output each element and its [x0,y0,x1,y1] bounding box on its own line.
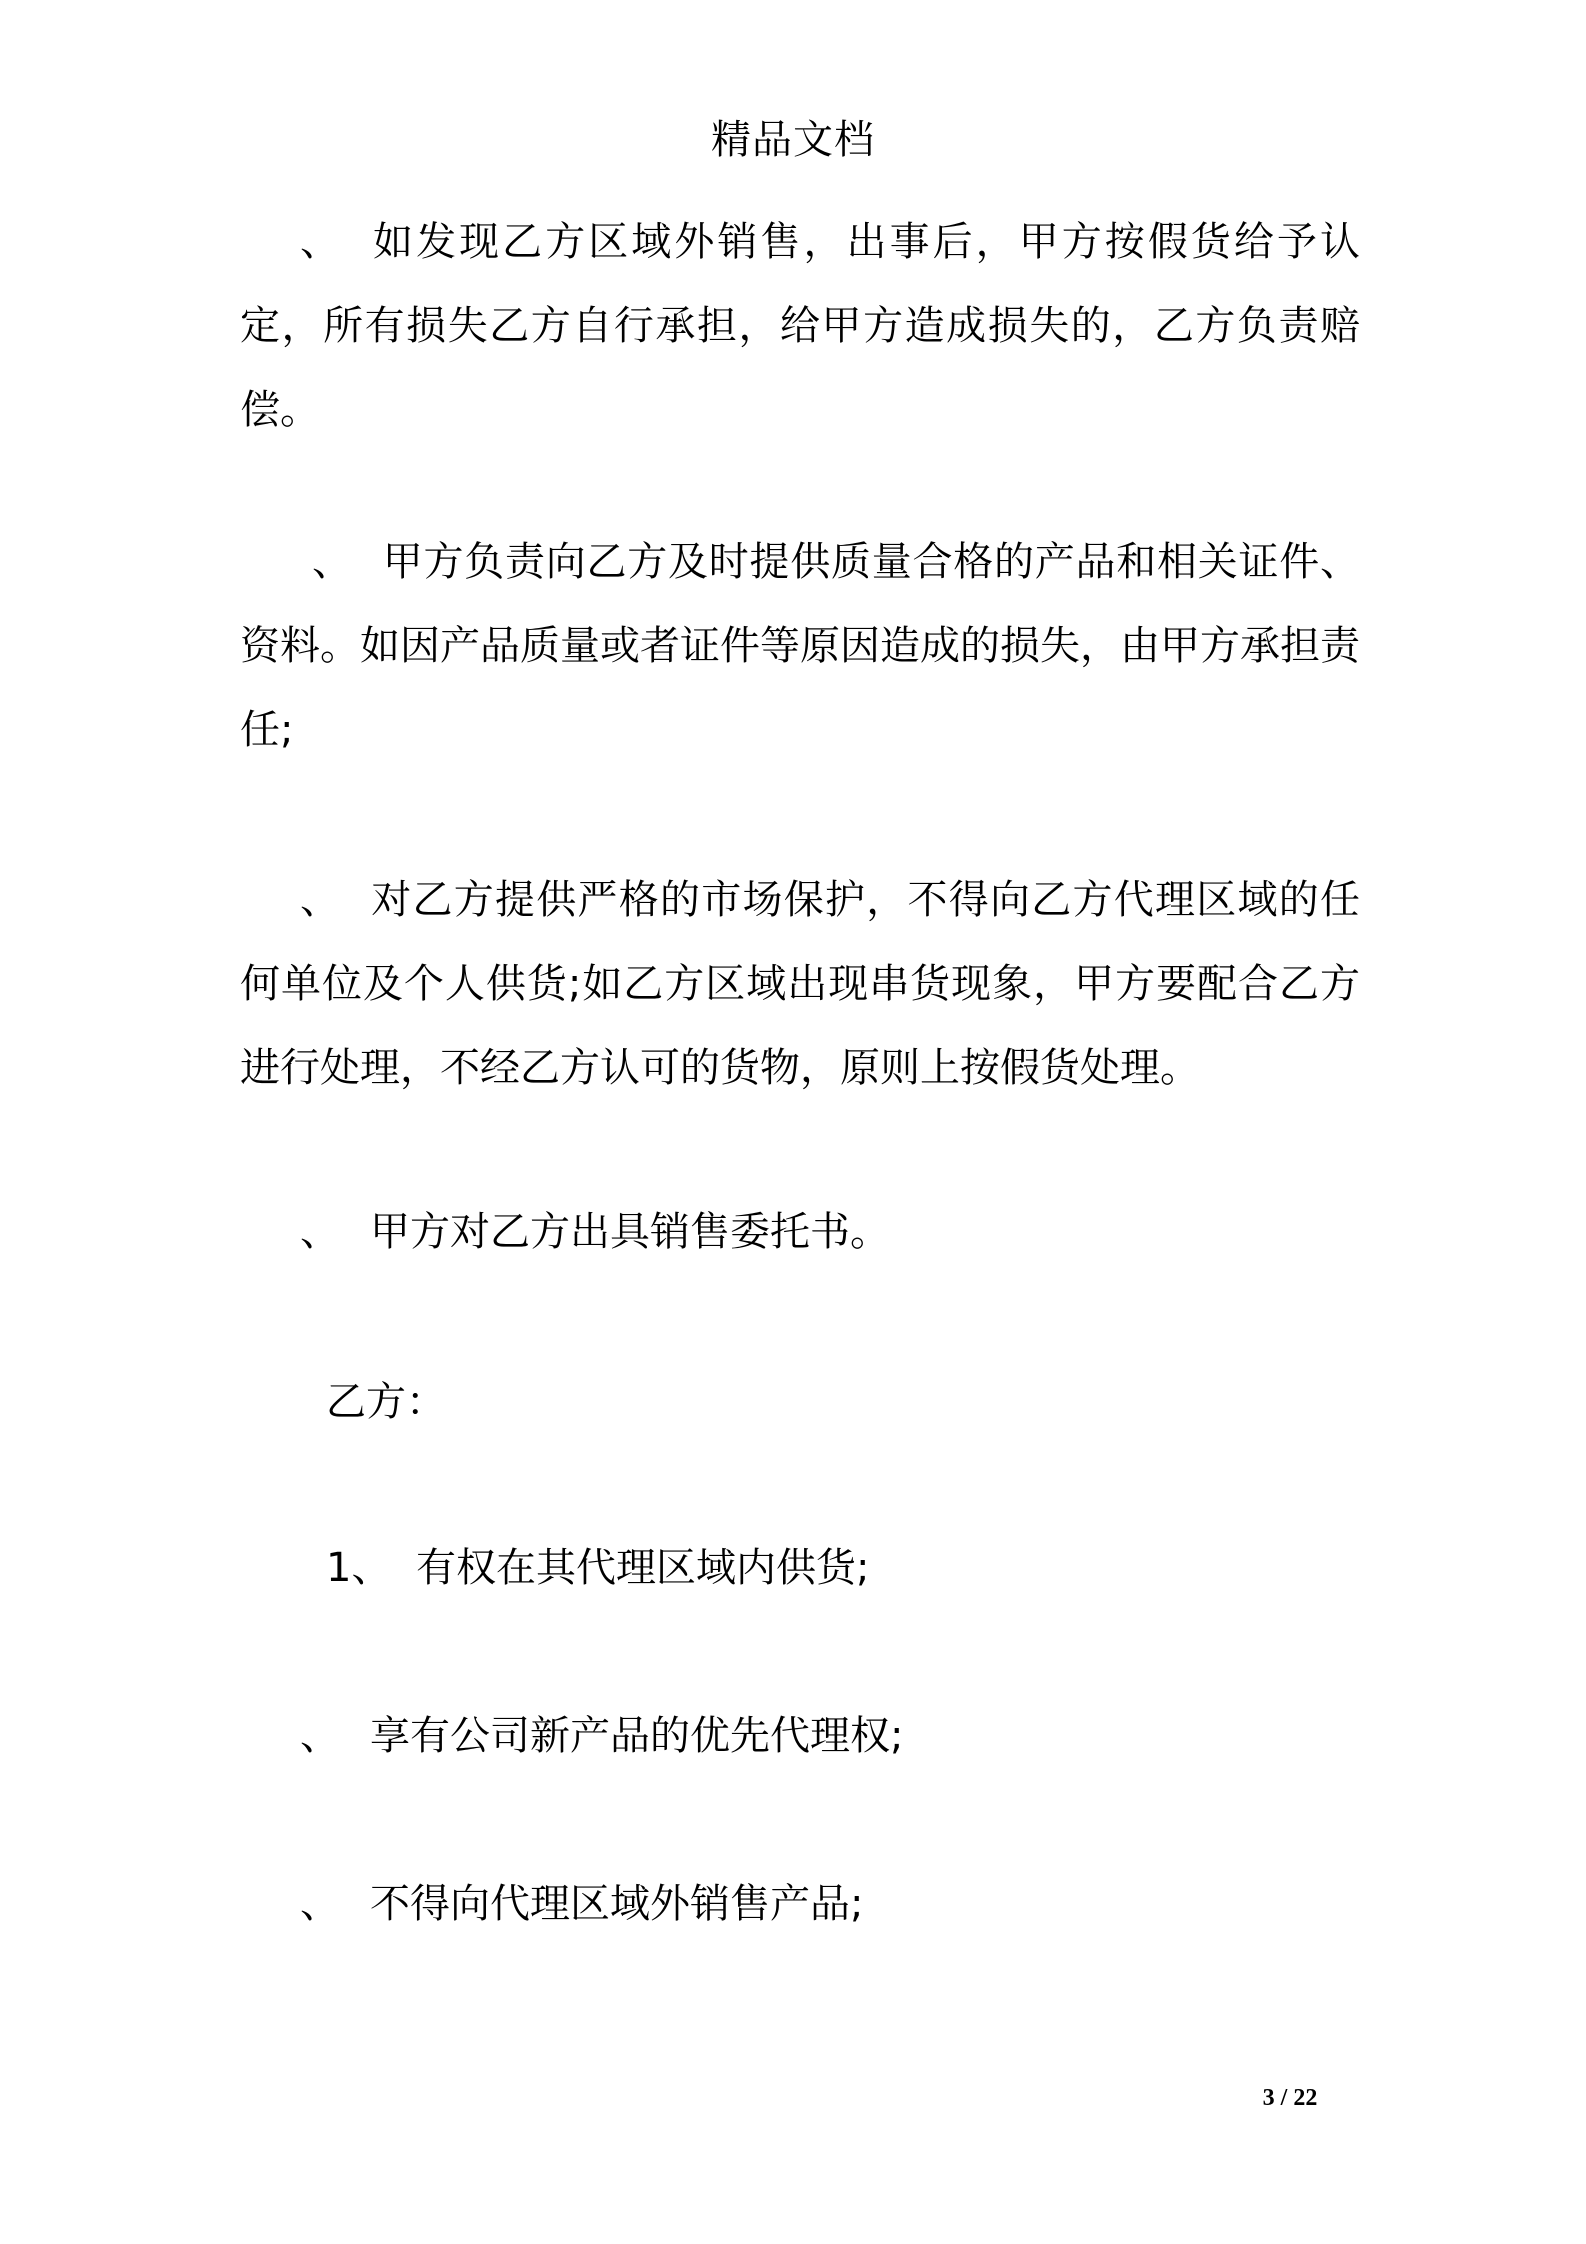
clause-paragraph [240,858,1360,1110]
clause-marker: 、 [300,1881,340,1927]
clause-text: 对乙方提供严格的市场保护，不得向乙方代理区域的任何单位及个人供货;如乙方区域出现串货现象，甲方要配合乙方进行处理，不经乙方认可的货物，原则上按假货处理。 [240,877,1360,1091]
clause-marker: 1、 [326,1545,392,1591]
clause-marker: 、 [300,219,340,265]
clause-paragraph [240,200,1360,452]
clause-marker: 、 [300,1713,340,1759]
clause-text: 不得向代理区域外销售产品; [370,1881,864,1927]
clause-paragraph [240,1694,1360,1778]
clause-paragraph [240,520,1360,772]
clause-text: 如发现乙方区域外销售，出事后，甲方按假货给予认定，所有损失乙方自行承担，给甲方造成损失的，乙方负责赔偿。 [240,219,1360,433]
clause-paragraph [240,1526,1360,1610]
clause-text: 甲方负责向乙方及时提供质量合格的产品和相关证件、资料。如因产品质量或者证件等原因造成的损失，由甲方承担责任; [240,539,1360,753]
page-header-title: 精品文档 [711,117,875,163]
section-label [240,1360,1360,1444]
clause-marker: 、 [300,1209,340,1255]
clause-text: 享有公司新产品的优先代理权; [370,1713,904,1759]
clause-marker: 、 [312,539,352,585]
section-label-text: 乙方： [326,1379,446,1425]
clause-text: 甲方对乙方出具销售委托书。 [370,1209,890,1255]
clause-marker: 、 [300,877,340,923]
clause-paragraph [240,1862,1360,1946]
page-number: 3 / 22 [1262,2085,1318,2111]
clause-text: 有权在其代理区域内供货; [416,1545,870,1591]
clause-paragraph [240,1190,1360,1274]
